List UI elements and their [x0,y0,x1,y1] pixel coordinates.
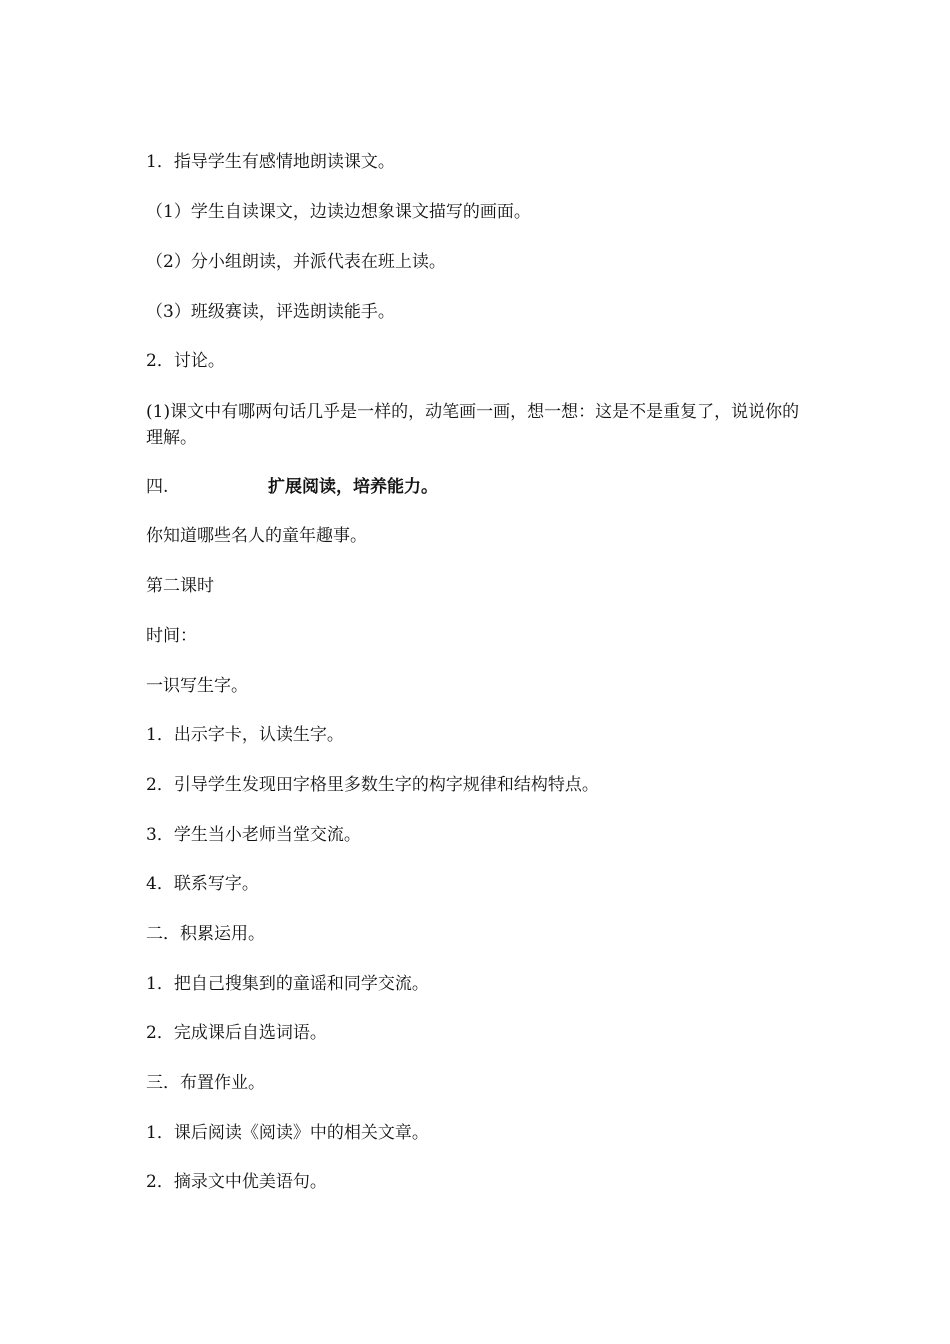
step-guide-students: 2．引导学生发现田字格里多数生字的构字规律和结构特点。 [146,775,599,795]
instruction-discussion: 2．讨论。 [146,351,225,371]
section-heading-one: 一识写生字。 [146,676,248,696]
step-show-cards: 1．出示字卡，认读生字。 [146,725,344,745]
section-heading-four [146,475,438,499]
step-student-teacher: 3．学生当小老师当堂交流。 [146,825,361,845]
sub-step-group-read: （2）分小组朗读，并派代表在班上读。 [146,252,446,272]
extended-reading-prompt: 你知道哪些名人的童年趣事。 [146,526,367,546]
section-heading-two: 二．积累运用。 [146,924,265,944]
homework-excerpt: 2．摘录文中优美语句。 [146,1172,327,1192]
section-number: 四. [146,477,169,497]
step-complete-words: 2．完成课后自选词语。 [146,1023,327,1043]
section-heading-three: 三．布置作业。 [146,1073,265,1093]
sub-step-class-contest: （3）班级赛读，评选朗读能手。 [146,302,395,322]
instruction-reading: 1．指导学生有感情地朗读课文。 [146,152,395,172]
homework-reading: 1．课后阅读《阅读》中的相关文章。 [146,1123,429,1143]
sub-step-self-read: （1）学生自读课文，边读边想象课文描写的画面。 [146,202,531,222]
discussion-question: (1)课文中有哪两句话几乎是一样的，动笔画一画，想一想：这是不是重复了，说说你的理解。 [146,402,800,448]
lesson-title: 第二课时 [146,576,214,596]
section-title: 扩展阅读，培养能力。 [268,477,438,497]
step-writing-practice: 4．联系写字。 [146,874,259,894]
time-label: 时间： [146,626,197,646]
step-share-rhymes: 1．把自己搜集到的童谣和同学交流。 [146,974,429,994]
